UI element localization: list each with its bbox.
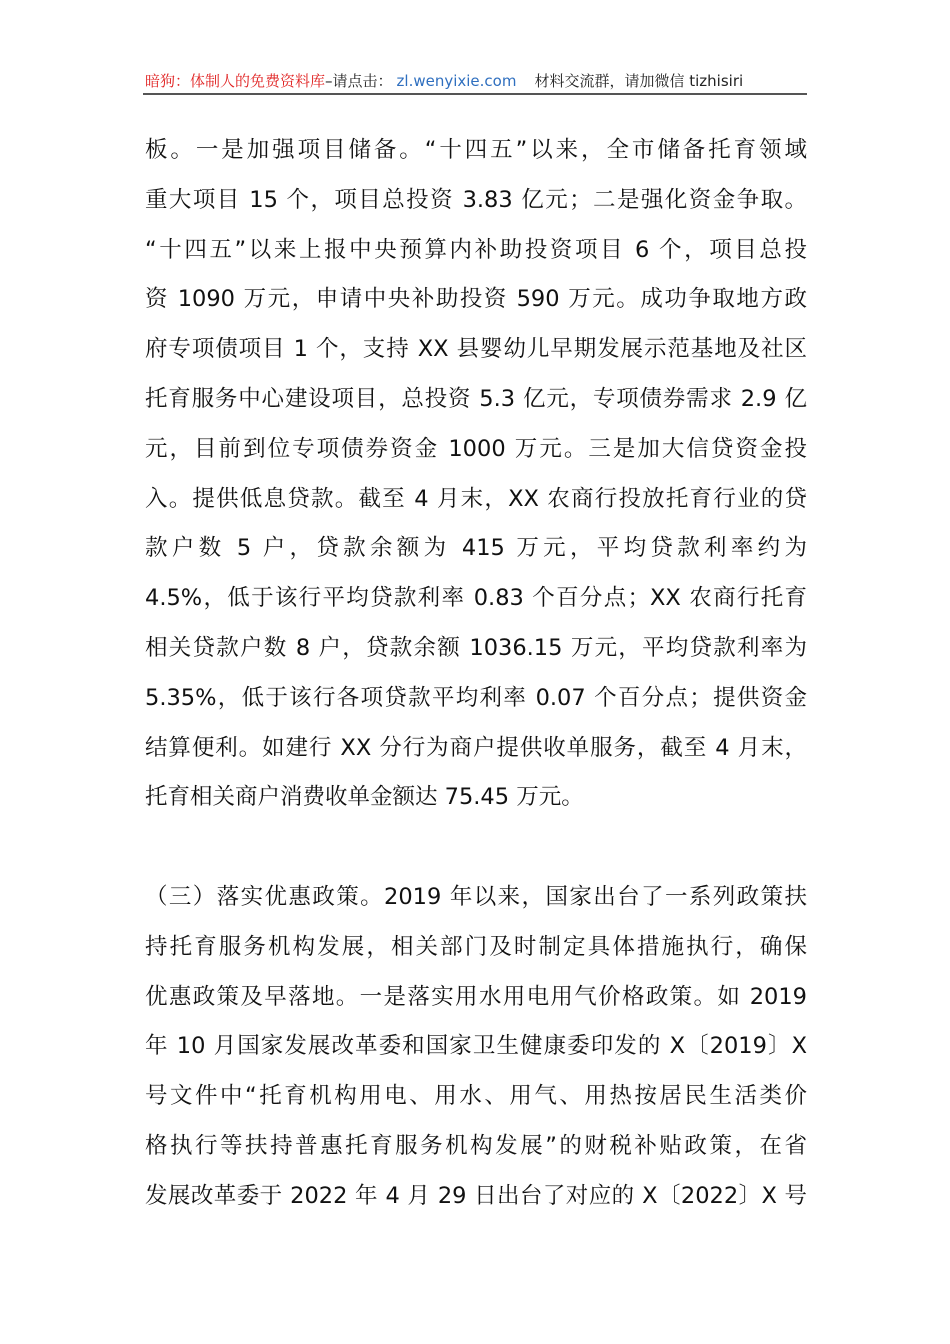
text-line: 板。一是加强项目储备。“十四五”以来，全市储备托育领域 [145, 137, 807, 163]
text-line: 优惠政策及早落地。一是落实用水用电用气价格政策。如 2019 [145, 983, 807, 1010]
promo-text: 暗狗：体制人的免费资料库 [145, 72, 326, 90]
text-line: 入。提供低息贷款。截至 4 月末，XX 农商行投放托育行业的贷 [145, 485, 807, 512]
text-line: 托育服务中心建设项目，总投资 5.3 亿元，专项债券需求 2.9 亿 [145, 386, 807, 412]
text-line: 结算便利。如建行 XX 分行为商户提供收单服务，截至 4 月末， [145, 734, 807, 761]
text-line: 重大项目 15 个，项目总投资 3.83 亿元；二是强化资金争取。 [145, 186, 807, 213]
page-header [145, 70, 805, 92]
text-line: 4.5%，低于该行平均贷款利率 0.83 个百分点；XX 农商行托育 [145, 585, 807, 612]
text-line: 号文件中“托育机构用电、用水、用气、用热按居民生活类价 [145, 1083, 807, 1110]
text-line: （三）落实优惠政策。2019 年以来，国家出台了一系列政策扶 [145, 884, 807, 910]
text-line: 元，目前到位专项债券资金 1000 万元。三是加大信贷资金投 [145, 435, 807, 462]
text-line: 款户数 5 户，贷款余额为 415 万元，平均贷款利率约为 [145, 535, 807, 562]
text-line: 格执行等扶持普惠托育服务机构发展”的财税补贴政策，在省 [145, 1133, 807, 1159]
text-line: 托育相关商户消费收单金额达 75.45 万元。 [145, 784, 584, 811]
text-line: 持托育服务机构发展，相关部门及时制定具体措施执行，确保 [145, 933, 807, 960]
header-divider [143, 93, 807, 95]
text-line: 相关贷款户数 8 户，贷款余额 1036.15 万元，平均贷款利率为 [145, 635, 807, 661]
text-line: 5.35%，低于该行各项贷款平均利率 0.07 个百分点；提供资金 [145, 684, 807, 711]
text-line: “十四五”以来上报中央预算内补助投资项目 6 个，项目总投 [145, 236, 807, 263]
text-line: 发展改革委于 2022 年 4 月 29 日出台了对应的 X〔2022〕X 号 [145, 1182, 807, 1209]
text-line: 年 10 月国家发展改革委和国家卫生健康委印发的 X〔2019〕X [145, 1033, 807, 1060]
text-line: 府专项债项目 1 个，支持 XX 县婴幼儿早期发展示范基地及社区 [145, 336, 807, 363]
wechat-group-text: 材料交流群，请加微信 tizhisiri [534, 72, 744, 90]
text-line: 资 1090 万元，申请中央补助投资 590 万元。成功争取地方政 [145, 286, 807, 313]
website-link[interactable]: zl.wenyixie.com [396, 72, 517, 90]
click-prompt: –请点击： [325, 72, 393, 90]
